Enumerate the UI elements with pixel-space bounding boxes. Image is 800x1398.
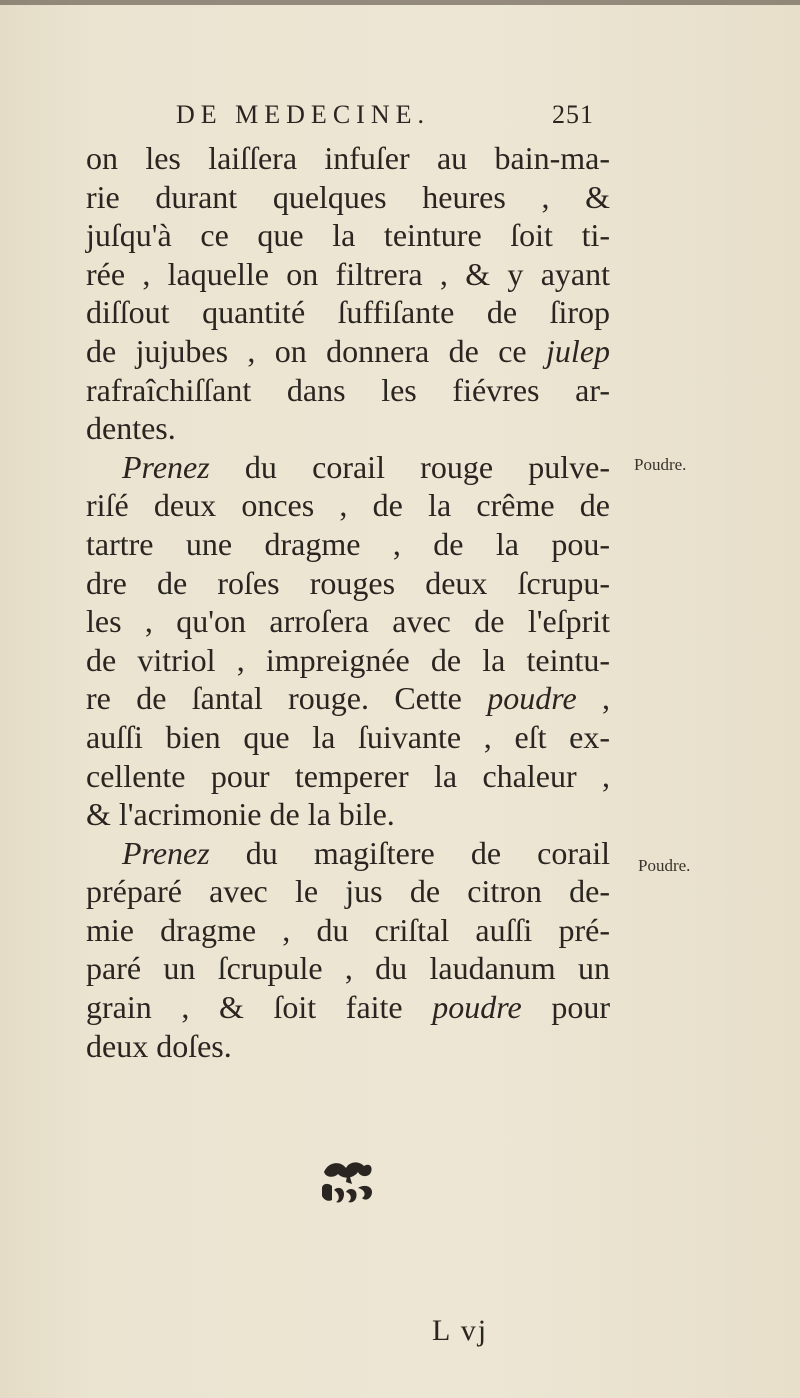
page-top-edge <box>0 0 800 5</box>
margin-note-poudre: Poudre. <box>634 455 687 474</box>
text-line <box>86 448 610 487</box>
text-run: de jujubes , on donnera de ce <box>86 332 527 369</box>
text-line: mie dragme , du criſtal auſſi pré- <box>86 911 610 948</box>
signature-mark: L vj <box>432 1314 489 1347</box>
text-run: grain , & ſoit faite <box>86 989 403 1026</box>
text-line: riſé deux onces , de la crême de <box>86 487 610 524</box>
text-line <box>86 679 610 718</box>
text-line: dentes. <box>86 410 176 447</box>
text-line: tartre une dragme , de la pou- <box>86 525 610 562</box>
italic-term-poudre: poudre <box>487 680 577 717</box>
text-line: les , qu'on arroſera avec de l'eſprit <box>86 603 610 640</box>
text-line: & l'acrimonie de la bile. <box>86 796 395 833</box>
text-line: diſſout quantité ſuffiſante de ſirop <box>86 294 610 331</box>
text-line: préparé avec le jus de citron de- <box>86 873 610 910</box>
margin-note-poudre: Poudre. <box>638 856 691 875</box>
text-line: deux doſes. <box>86 1027 232 1064</box>
text-run: re de ſantal rouge. Cette <box>86 680 462 717</box>
text-line: cellente pour temperer la chaleur , <box>86 757 610 794</box>
text-run: pour <box>551 989 611 1026</box>
text-line <box>86 988 610 1027</box>
text-line <box>86 834 610 873</box>
italic-prenez: Prenez <box>122 834 210 871</box>
text-line: paré un ſcrupule , du laudanum un <box>86 950 610 987</box>
main-text <box>86 139 610 1065</box>
text-run: du magiſtere de corail <box>245 834 611 871</box>
page-number: 251 <box>552 100 594 129</box>
running-header <box>0 100 800 140</box>
italic-prenez: Prenez <box>122 448 210 485</box>
text-line: juſqu'à ce que la teinture ſoit ti- <box>86 217 610 254</box>
text-line: de vitriol , impreignée de la teintu- <box>86 641 610 678</box>
fleuron-ornament-icon <box>318 1158 376 1216</box>
italic-term-julep: julep <box>546 332 611 369</box>
text-run: du corail rouge pulve- <box>244 448 610 485</box>
text-line: rie durant quelques heures , & <box>86 178 610 215</box>
text-line: on les laiſſera infuſer au bain-ma- <box>86 140 610 176</box>
italic-term-poudre: poudre <box>432 989 522 1026</box>
text-run: , <box>602 680 611 717</box>
text-line: rée , laquelle on filtrera , & y ayant <box>86 255 610 292</box>
text-line <box>86 332 610 371</box>
running-head-title: DE MEDECINE. <box>176 100 430 129</box>
text-line: auſſi bien que la ſuivante , eſt ex- <box>86 718 610 755</box>
text-line: rafraîchiſſant dans les fiévres ar- <box>86 371 610 408</box>
text-line: dre de roſes rouges deux ſcrupu- <box>86 564 610 601</box>
